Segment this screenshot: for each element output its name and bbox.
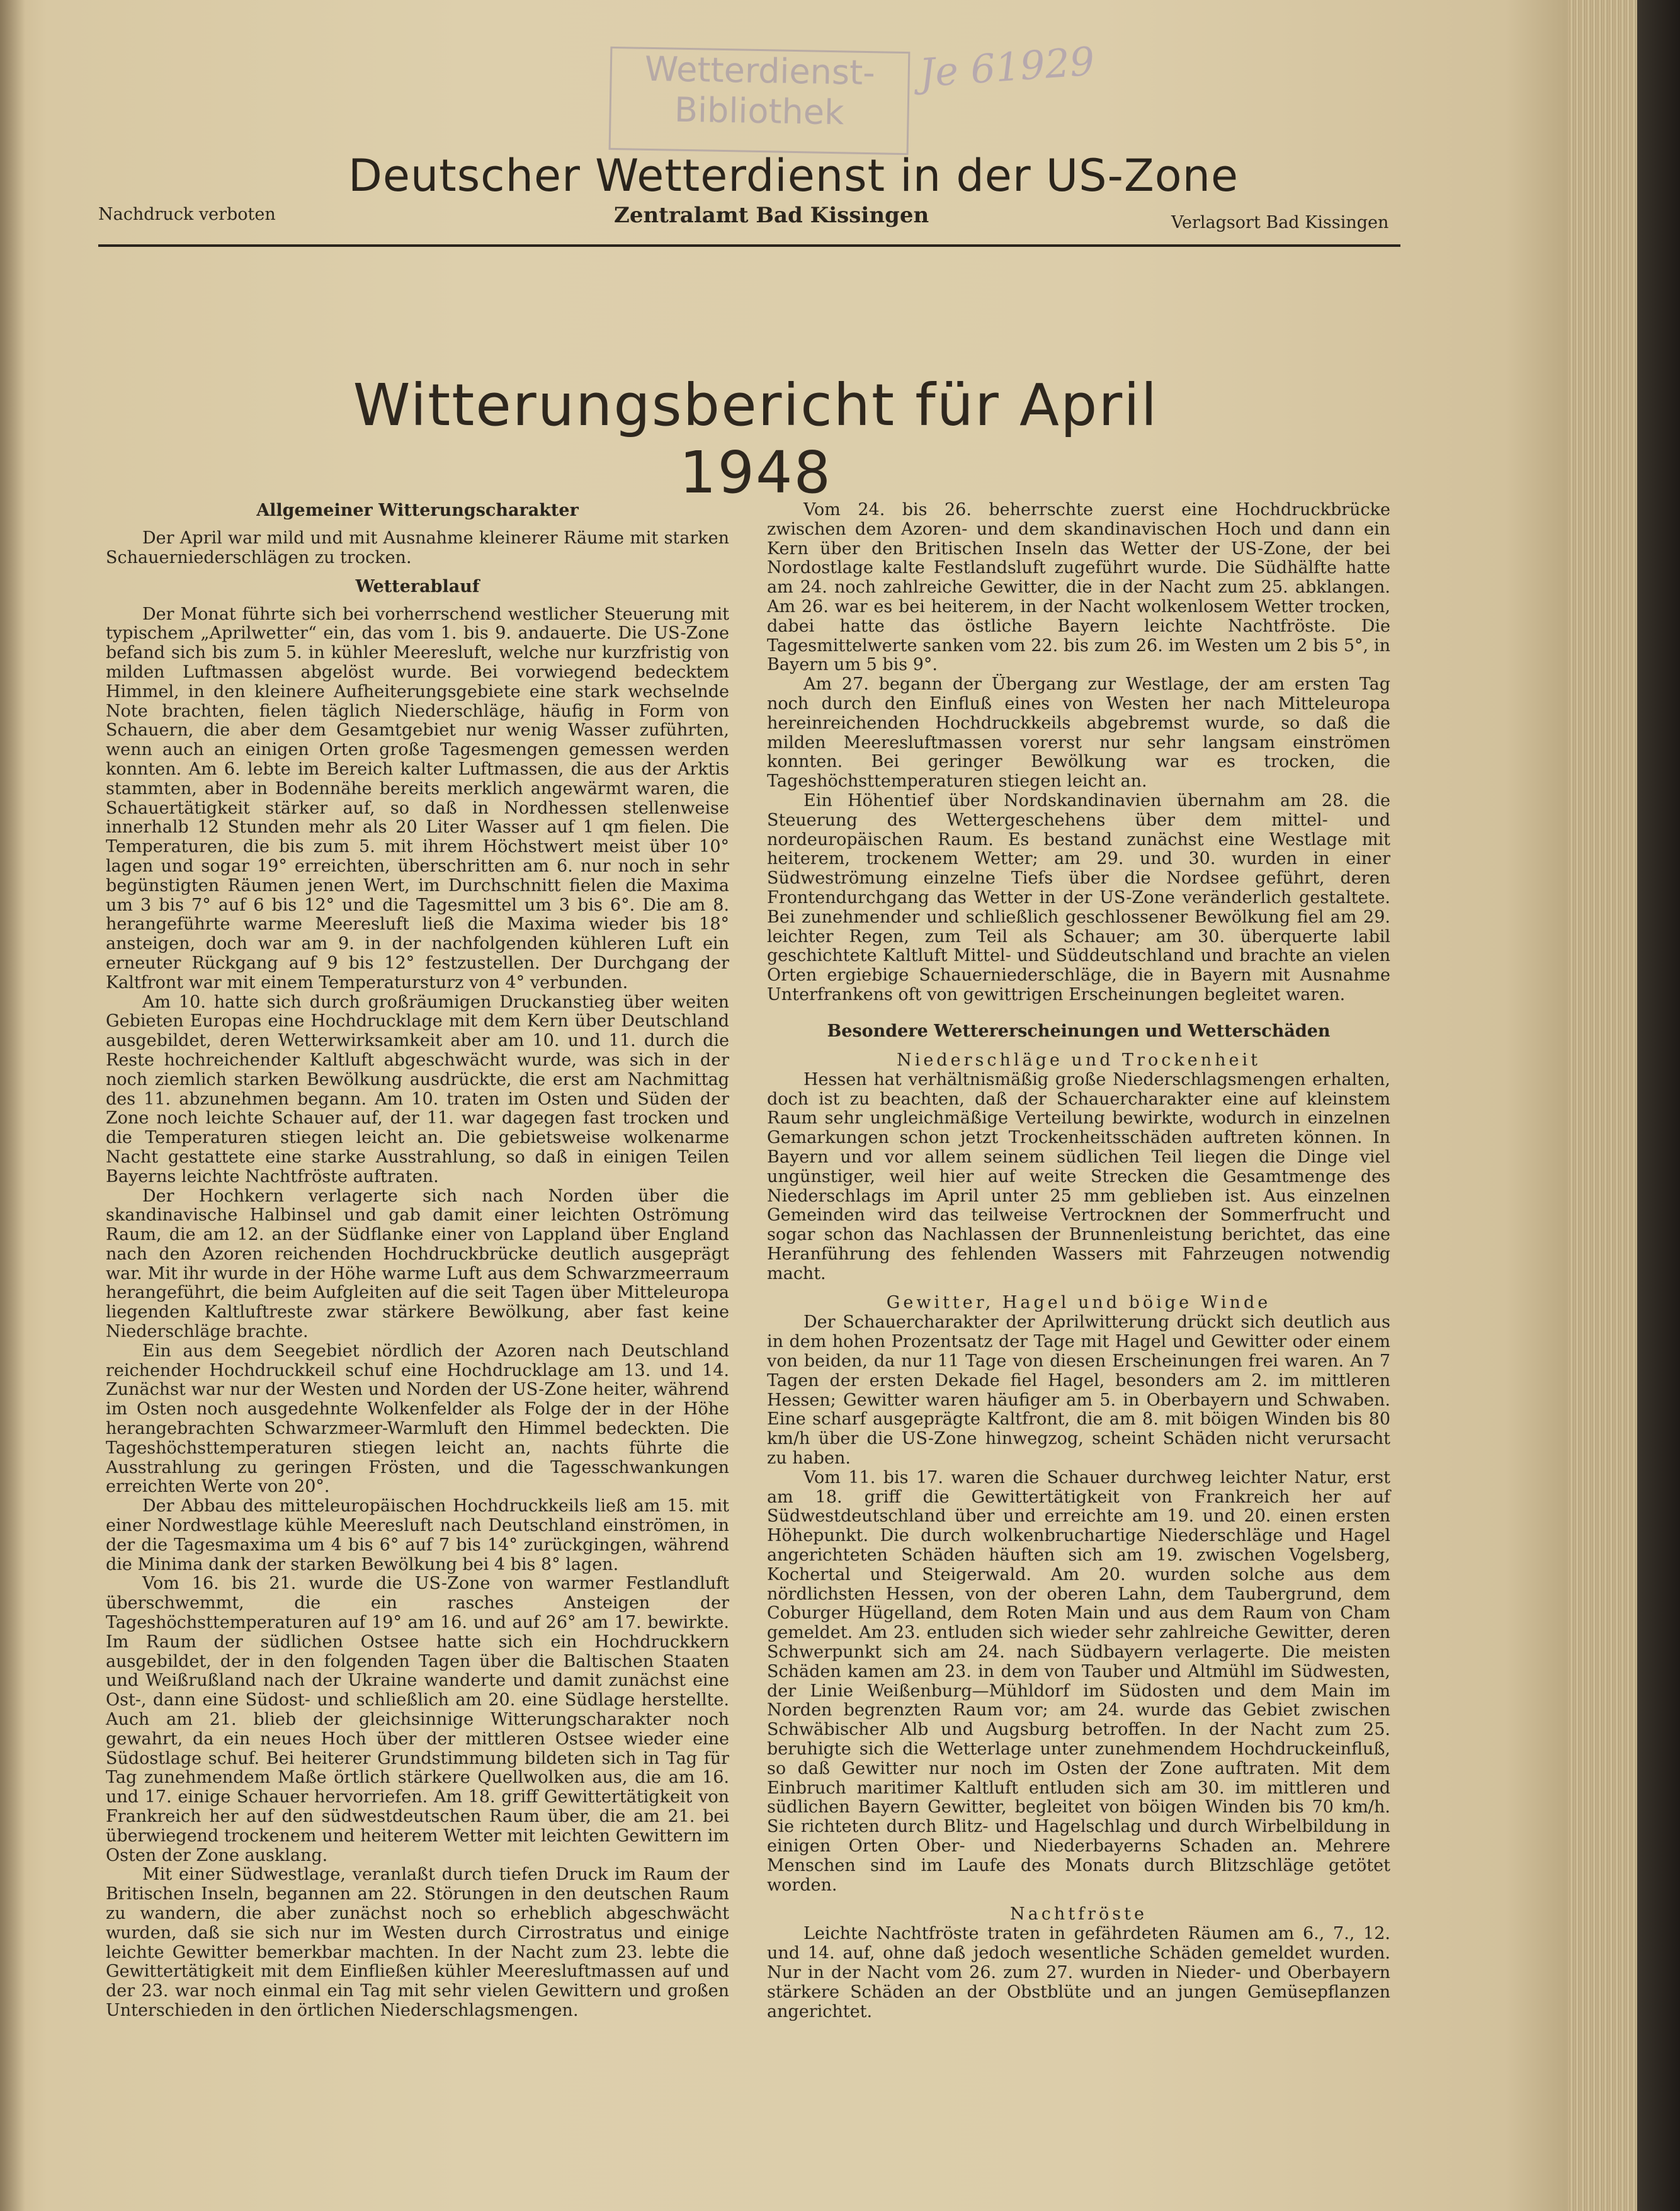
paragraph: Der April war mild und mit Ausnahme kleinerer Räume mit starken Schauerniederschlägen zu trocken.: [106, 528, 729, 567]
left-column: [106, 501, 729, 2021]
page-edges: [1568, 0, 1637, 2211]
paragraph: Ein aus dem Seegebiet nördlich der Azoren nach Deutschland reichender Hochdruckkeil schuf eine Hochdrucklage am 13. und 14. Zunächst war nur der Westen und Norden der US-Zone heiter, während im Osten noch ausgedehnte Wolkenfelder als Folge der in der Höhe herangebrachten Schwarzmeer-Warmluft den Himmel bedeckten. Die Tageshöchsttemperaturen stiegen leicht an, nachts führte die Ausstrahlung zu geringen Frösten, und die Tagesschwankungen erreichten Werte von 20°.: [106, 1341, 729, 1497]
paragraph: Mit einer Südwestlage, veranlaßt durch tiefen Druck im Raum der Britischen Inseln, begannen am 22. Störungen in den deutschen Raum zu wandern, die aber zunächst noch so erheblich abgeschwächt wurden, daß sie sich nur im Westen durch Cirrostratus und einige leichte Gewitter bemerkbar machten. In der Nacht zum 23. lebte die Gewittertätigkeit mit dem Einfließen kühler Meeresluftmassen auf und der 23. war noch einmal ein Tag mit sehr vielen Gewittern und großen Unterschieden in den örtlichen Niederschlagsmengen.: [106, 1865, 729, 2020]
stamp-line-2: Bibliothek: [674, 89, 844, 133]
header-rule: [98, 244, 1400, 247]
paragraph: Vom 16. bis 21. wurde die US-Zone von warmer Festlandluft überschwemmt, die ein rasches Ansteigen der Tageshöchsttemperaturen auf 19° am 16. und auf 26° am 17. bewirkte. Im Raum der südlichen Ostsee hatte sich ein Hochdruckkern ausgebildet, der in den folgenden Tagen über die Baltischen Staaten und Weißrußland nach der Ukraine wanderte und damit zunächst eine Ost-, dann eine Südost- und schließlich am 20. eine Südlage herstellte. Auch am 21. blieb der gleichsinnige Witterungscharakter noch gewahrt, da ein neues Hoch über der mittleren Ostsee wieder eine Südostlage schuf. Bei heiterer Grundstimmung bildeten sich in Tag für Tag zunehmendem Maße örtlich stärkere Quellwolken aus, die am 16. und 17. einige Schauer hervorriefen. Am 18. griff Gewittertätigkeit von Frankreich her auf den südwestdeutschen Raum über, die am 21. bei überwiegend trockenem und heiterem Wetter mit leichten Gewittern im Osten der Zone ausklang.: [106, 1574, 729, 1865]
binding-shadow: [0, 0, 25, 2211]
subsection-heading: Niederschläge und Trockenheit: [897, 1050, 1261, 1070]
paragraph: Am 27. begann der Übergang zur Westlage, der am ersten Tag noch durch den Einfluß eines von Westen her nach Mitteleuropa hereinreichenden Hochdruckkeils abgebremst wurde, so daß die milden Meeresluftmassen vorerst nur sehr langsam einströmen konnten. Bei geringer Bewölkung war es trocken, die Tageshöchsttemperaturen stiegen leicht an.: [767, 674, 1390, 792]
page-title: Witterungsbericht für April 1948: [353, 372, 1159, 506]
subsection-heading: Nachtfröste: [1010, 1904, 1147, 1924]
paragraph: Am 10. hatte sich durch großräumigen Druckanstieg über weiten Gebieten Europas eine Hochdrucklage mit dem Kern über Deutschland ausgebildet, deren Wetterwirksamkeit aber am 10. und 11. durch die Reste hochreichender Kaltluft abgeschwächt wurde, was sich in der noch ziemlich starken Bewölkung ausdrückte, die erst am Nachmittag des 11. abzunehmen begann. Am 10. traten im Osten und Süden der Zone noch leichte Schauer auf, der 11. war dagegen fast trocken und die Temperaturen stiegen leicht an. Die gebietsweise wolkenarme Nacht gestattete eine starke Ausstrahlung, so daß in einigen Teilen Bayerns leichte Nachtfröste auftraten.: [106, 992, 729, 1186]
reprint-notice: Nachdruck verboten: [98, 205, 276, 224]
section-heading: Besondere Wettererscheinungen und Wetterschäden: [827, 1021, 1331, 1041]
paragraph: Der Schauercharakter der Aprilwitterung drückt sich deutlich aus in dem hohen Prozentsatz der Tage mit Hagel und Gewitter oder einem von beiden, da nur 11 Tage von diesen Erscheinungen frei waren. An 7 Tagen der ersten Dekade fiel Hagel, besonders am 2. im mittleren Hessen; Gewitter waren häufiger am 5. in Oberbayern und Schwaben. Eine scharf ausgeprägte Kaltfront, die am 8. mit böigen Winden bis 80 km/h über die US-Zone hinwegzog, scheint Schäden nicht verursacht zu haben.: [767, 1312, 1390, 1469]
paragraph: Vom 11. bis 17. waren die Schauer durchweg leichter Natur, erst am 18. griff die Gewittertätigkeit von Frankreich her auf Südwestdeutschland über und erreichte am 19. und 20. einen ersten Höhepunkt. Die durch wolkenbruchartige Niederschläge und Hagel angerichteten Schäden häuften sich am 19. zwischen Vogelsberg, Kochertal und Steigerwald. Am 20. wurden solche aus dem nördlichsten Hessen, von der oberen Lahn, dem Taubergrund, dem Coburger Hügelland, dem Roten Main und aus dem Raum von Cham gemeldet. Am 23. entluden sich wieder sehr zahlreiche Gewitter, deren Schwerpunkt sich am 24. nach Südbayern verlagerte. Die meisten Schäden kamen am 23. in dem von Tauber und Altmühl im Südwesten, der Linie Weißenburg—Mühldorf im Südosten und dem Main im Norden begrenzten Raum vor; am 24. wurde das Gebiet zwischen Schwäbischer Alb und Augsburg betroffen. In der Nacht zum 25. beruhigte sich die Wetterlage unter zunehmendem Hochdruckeinfluß, so daß Gewitter nur noch im Osten der Zone auftraten. Mit dem Einbruch maritimer Kaltluft entluden sich am 30. im mittleren und südlichen Bayern Gewitter, begleitet von böigen Winden bis 70 km/h. Sie richteten durch Blitz- und Hagelschlag und durch Wirbelbildung in einigen Orten Ober- und Niederbayerns Schaden an. Mehrere Menschen sind im Laufe des Monats durch Blitzschläge getötet worden.: [767, 1467, 1390, 1895]
paragraph: Hessen hat verhältnismäßig große Niederschlagsmengen erhalten, doch ist zu beachten, daß der Schauercharakter eine auf kleinstem Raum sehr ungleichmäßige Verteilung bewirkte, wodurch in einzelnen Gemarkungen schon jetzt Trockenheitsschäden auftreten können. In Bayern und vor allem seinem südlichen Teil liegen die Dinge viel ungünstiger, weil hier auf weite Strecken die Gesamtmenge des Niederschlags im April unter 25 mm geblieben ist. Aus einzelnen Gemeinden wird das teilweise Vertrocknen der Sommerfrucht und sogar schon das Nachlassen der Brunnenleistung berichtet, das eine Heranführung des fehlenden Wassers mit Fahrzeugen notwendig macht.: [767, 1069, 1390, 1283]
paragraph: Der Monat führte sich bei vorherrschend westlicher Steuerung mit typischem „Aprilwetter“ ein, das vom 1. bis 9. andauerte. Die US-Zone befand sich bis zum 5. in kühler Meeresluft, welche nur kurzfristig von milden Luftmassen abgelöst wurde. Bei vorwiegend bedecktem Himmel, in den kleinere Aufheiterungsgebiete eine stark wechselnde Note brachten, fielen täglich Niederschläge, häufig in Form von Schauern, die aber dem Gesamtgebiet nur wenig Wasser zuführten, wenn auch an einigen Orten große Tagesmengen gemessen werden konnten. Am 6. lebte im Bereich kalter Luftmassen, die aus der Arktis stammten, aber in Bodennähe bereits merklich angewärmt waren, die Schauertätigkeit stärker auf, so daß in Nordhessen stellenweise innerhalb 12 Stunden mehr als 20 Liter Wasser auf 1 qm fielen. Die Temperaturen, die bis zum 5. mit ihrem Höchstwert meist über 10° lagen und sogar 19° erreichten, überschritten am 6. nur noch in sehr begünstigten Räumen jenen Wert, im Durchschnitt fielen die Maxima um 3 bis 7° auf 6 bis 12° und die Tagesmittel um 3 bis 6°. Die am 8. herangeführte warme Meeresluft ließ die Maxima wieder bis 18° ansteigen, doch war am 9. in der nachfolgenden kühleren Luft ein erneuter Rückgang auf 9 bis 12° festzustellen. Der Durchgang der Kaltfront war mit einem Temperatursturz von 4° verbunden.: [106, 604, 729, 992]
stamp-line-1: Wetterdienst-: [644, 48, 876, 93]
masthead: Deutscher Wetterdienst in der US-Zone: [348, 150, 1239, 202]
right-column: [767, 501, 1390, 2021]
paragraph: Leichte Nachtfröste traten in gefährdeten Räumen am 6., 7., 12. und 14. auf, ohne daß jedoch wesentliche Schäden gemeldet wurden. Nur in der Nacht vom 26. zum 27. wurden in Nieder- und Oberbayern stärkere Schäden an der Obstblüte und an jungen Gemüsepflanzen angerichtet.: [767, 1924, 1390, 2021]
section-heading: Wetterablauf: [355, 576, 480, 596]
handwritten-signature: Je 61929: [917, 38, 1096, 96]
masthead-subtitle: Zentralamt Bad Kissingen: [614, 203, 929, 228]
paragraph: Der Abbau des mitteleuropäischen Hochdruckkeils ließ am 15. mit einer Nordwestlage kühle Meeresluft nach Deutschland einströmen, in der die Tagesmaxima um 4 bis 6° auf 7 bis 14° zurückgingen, während die Minima dank der starken Bewölkung bei 4 bis 8° lagen.: [106, 1496, 729, 1574]
paragraph: Ein Höhentief über Nordskandinavien übernahm am 28. die Steuerung des Wettergeschehens über dem mittel- und nordeuropäischen Raum. Es bestand zunächst eine Westlage mit heiterem, trockenem Wetter; am 29. und 30. wurden in einer Südweströmung einzelne Tiefs über die Nordsee geführt, deren Frontendurchgang das Wetter in der US-Zone veränderlich gestaltete. Bei zunehmender und schließlich geschlossener Bewölkung fiel am 29. leichter Regen, zum Teil als Schauer; am 30. überquerte labil geschichtete Kaltluft Mittel- und Süddeutschland und brachte an vielen Orten ergiebige Schauerniederschläge, die in Bayern mit Ausnahme Unterfrankens oft von gewittrigen Erscheinungen begleitet waren.: [767, 790, 1390, 1004]
section-heading: Allgemeiner Witterungscharakter: [256, 501, 579, 520]
publisher-location: Verlagsort Bad Kissingen: [1171, 213, 1389, 232]
library-stamp: [609, 47, 911, 155]
subsection-heading: Gewitter, Hagel und böige Winde: [886, 1293, 1271, 1313]
paragraph: Der Hochkern verlagerte sich nach Norden über die skandinavische Halbinsel und gab damit einer leichten Oströmung Raum, die am 12. an der Südflanke einer von Lappland über England nach den Azoren reichenden Hochdruckbrücke deutlich ausgeprägt war. Mit ihr wurde in der Höhe warme Luft aus dem Schwarzmeerraum herangeführt, die beim Aufgleiten auf die seit Tagen über Mitteleuropa liegenden Kaltluftreste zwar stärkere Bewölkung, aber fast keine Niederschläge brachte.: [106, 1186, 729, 1342]
book-cover-edge: [1637, 0, 1680, 2211]
paragraph: Vom 24. bis 26. beherrschte zuerst eine Hochdruckbrücke zwischen dem Azoren- und dem skandinavischen Hoch und dann ein Kern über den Britischen Inseln das Wetter der US-Zone, der bei Nordostlage kalte Festlandsluft zugeführt wurde. Die Südhälfte hatte am 24. noch zahlreiche Gewitter, die in der Nacht zum 25. abklangen. Am 26. war es bei heiterem, in der Nacht wolkenlosem Wetter trocken, dabei hatte das östliche Bayern leichte Nachtfröste. Die Tagesmittelwerte sanken vom 22. bis zum 26. im Westen um 2 bis 5°, in Bayern um 5 bis 9°.: [767, 500, 1390, 675]
